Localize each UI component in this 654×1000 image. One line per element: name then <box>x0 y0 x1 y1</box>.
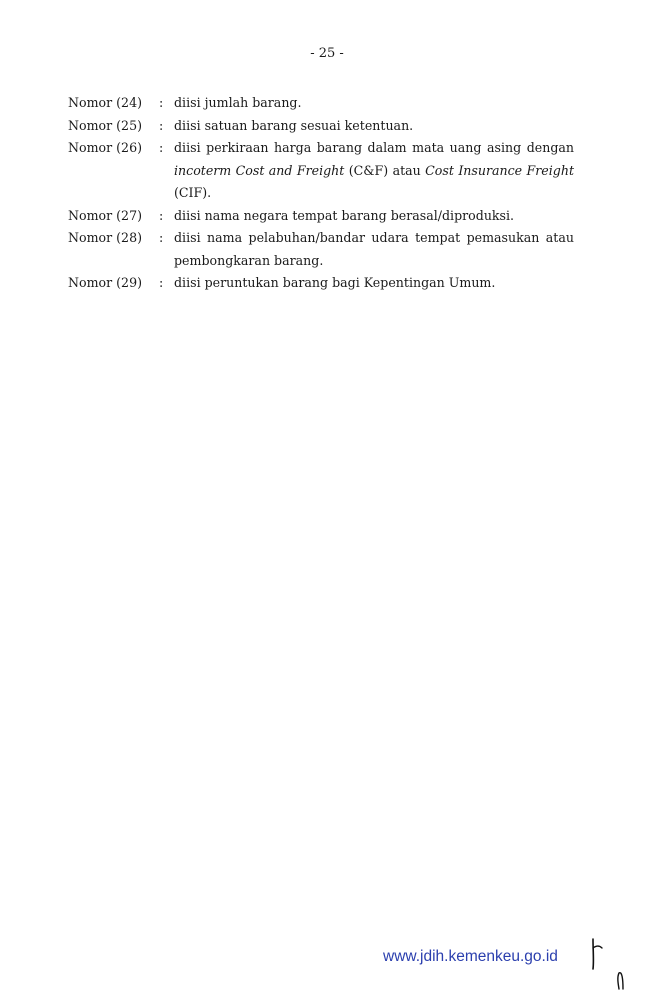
entry-list <box>68 92 574 295</box>
entry-text <box>174 137 574 205</box>
entry-text: diisi peruntukan barang bagi Kepentingan Umum. <box>174 275 496 290</box>
entry-colon: : <box>159 275 164 290</box>
entry-item <box>68 205 574 228</box>
entry-item <box>68 227 574 272</box>
entry-label: Nomor (27) <box>68 207 143 223</box>
page-number: - 25 - <box>310 46 344 61</box>
entry-text-italic: Cost Insurance Freight <box>425 162 574 178</box>
entry-label: Nomor (26) <box>68 140 143 155</box>
entry-item <box>68 137 574 205</box>
entry-text-italic: incoterm Cost and Freight <box>174 162 345 178</box>
entry-item <box>68 92 574 115</box>
entry-item <box>68 272 574 295</box>
entry-text: diisi jumlah barang. <box>174 95 302 110</box>
entry-colon: : <box>159 95 164 110</box>
entry-item <box>68 115 574 138</box>
entry-label: Nomor (29) <box>68 275 143 290</box>
entry-text: diisi nama pelabuhan/bandar udara tempat pemasukan atau pembongkaran barang. <box>174 230 574 268</box>
entry-text-part: diisi perkiraan harga barang dalam mata uang asing dengan <box>174 140 574 155</box>
entry-colon: : <box>159 117 164 133</box>
entry-colon: : <box>159 140 164 155</box>
entry-text-part: (C&F) atau <box>344 162 426 178</box>
entry-colon: : <box>159 230 164 245</box>
signature-paraf-icon <box>585 935 635 993</box>
entry-colon: : <box>159 207 164 223</box>
entry-label: Nomor (25) <box>68 117 143 133</box>
entry-text-part: (CIF). <box>174 185 212 200</box>
entry-text: diisi nama negara tempat barang berasal/diproduksi. <box>174 207 515 223</box>
footer-url-link[interactable]: www.jdih.kemenkeu.go.id <box>383 948 558 965</box>
entry-label: Nomor (28) <box>68 230 143 245</box>
entry-label: Nomor (24) <box>68 95 143 110</box>
entry-text: diisi satuan barang sesuai ketentuan. <box>174 117 414 133</box>
